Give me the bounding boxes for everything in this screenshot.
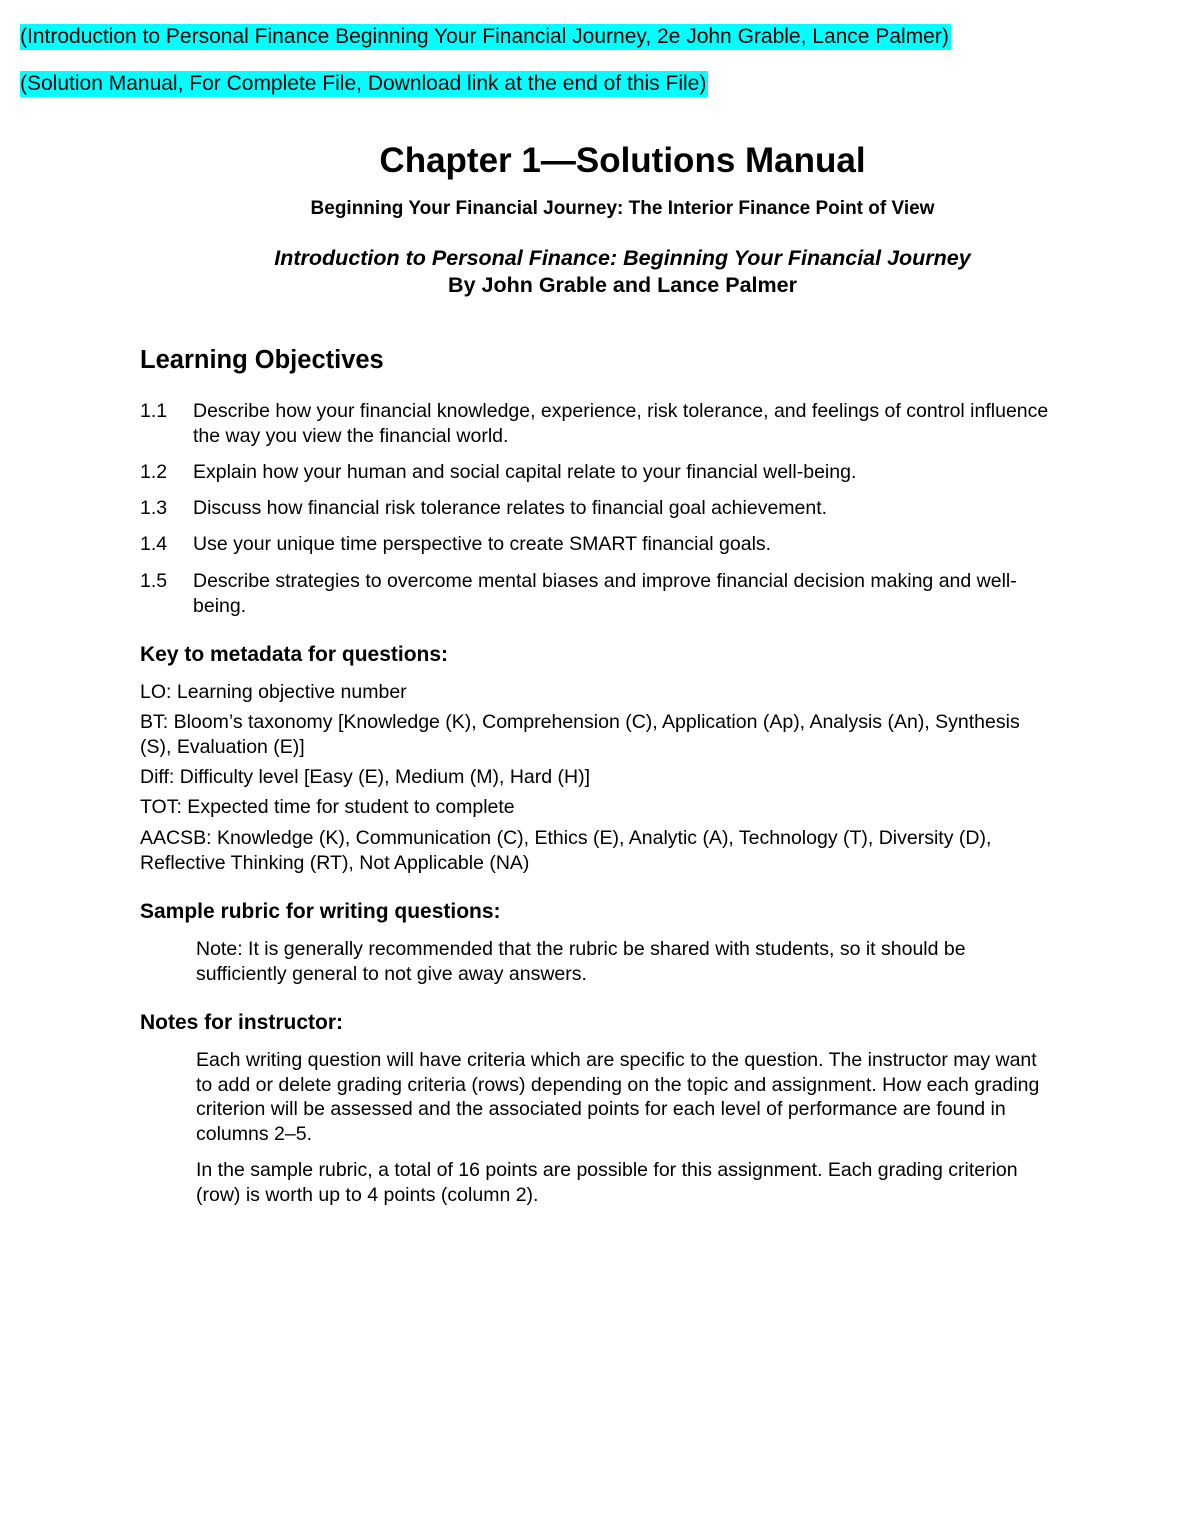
book-title: Introduction to Personal Finance: Beginning Your Financial Journey <box>274 246 971 270</box>
objective-number: 1.5 <box>140 570 168 592</box>
objective-number: 1.2 <box>140 461 168 483</box>
objective-number: 1.3 <box>140 497 168 519</box>
metadata-key-item: LO: Learning objective number <box>140 681 407 703</box>
objective-number: 1.1 <box>140 400 168 422</box>
objective-text: Use your unique time perspective to create SMART financial goals. <box>193 533 772 555</box>
metadata-key-item: BT: Bloom’s taxonomy [Knowledge (K), Comprehension (C), Application (Ap), Analysis (An), Synthesis (S), Evaluation (E)] <box>140 711 1020 758</box>
learning-objective-item <box>140 399 1060 448</box>
objective-text: Discuss how financial risk tolerance relates to financial goal achievement. <box>193 497 828 519</box>
header-note-title: (Introduction to Personal Finance Beginning Your Financial Journey, 2e John Grable, Lance Palmer) <box>20 25 949 48</box>
sample-rubric-heading: Sample rubric for writing questions: <box>140 900 501 923</box>
sample-rubric-note: Note: It is generally recommended that the rubric be shared with students, so it should be sufficiently general to not give away answers. <box>196 938 966 985</box>
learning-objectives-heading: Learning Objectives <box>140 346 384 374</box>
instructor-notes-heading: Notes for instructor: <box>140 1011 344 1034</box>
metadata-key-item: TOT: Expected time for student to complete <box>140 796 515 818</box>
learning-objective-item <box>140 496 1060 521</box>
page-title: Chapter 1—Solutions Manual <box>379 141 866 180</box>
objective-number: 1.4 <box>140 533 168 555</box>
objective-text: Describe strategies to overcome mental biases and improve financial decision making and well-being. <box>193 570 1017 617</box>
learning-objective-item <box>140 532 1060 557</box>
metadata-key-item: Diff: Difficulty level [Easy (E), Medium (M), Hard (H)] <box>140 766 591 788</box>
instructor-notes-paragraph: Each writing question will have criteria which are specific to the question. The instructor may want to add or delete grading criteria (rows) depending on the topic and assignment. How each grading criterion will be assessed and the associated points for each level of performance are found in columns 2–5. <box>196 1049 1040 1145</box>
metadata-key-item: AACSB: Knowledge (K), Communication (C), Ethics (E), Analytic (A), Technology (T), Diversity (D), Reflective Thinking (RT), Not Applicable (NA) <box>140 827 992 874</box>
objective-text: Describe how your financial knowledge, experience, risk tolerance, and feelings of control influence the way you view the financial world. <box>193 400 1049 447</box>
header-note-download: (Solution Manual, For Complete File, Download link at the end of this File) <box>20 72 707 95</box>
metadata-key-heading: Key to metadata for questions: <box>140 643 449 666</box>
objective-text: Explain how your human and social capital relate to your financial well-being. <box>193 461 857 483</box>
book-authors: By John Grable and Lance Palmer <box>448 273 797 297</box>
instructor-notes-paragraph: In the sample rubric, a total of 16 points are possible for this assignment. Each grading criterion (row) is worth up to 4 points (column 2). <box>196 1159 1018 1206</box>
learning-objective-item <box>140 569 1060 618</box>
chapter-subtitle: Beginning Your Financial Journey: The Interior Finance Point of View <box>310 198 935 219</box>
learning-objective-item <box>140 460 1060 485</box>
